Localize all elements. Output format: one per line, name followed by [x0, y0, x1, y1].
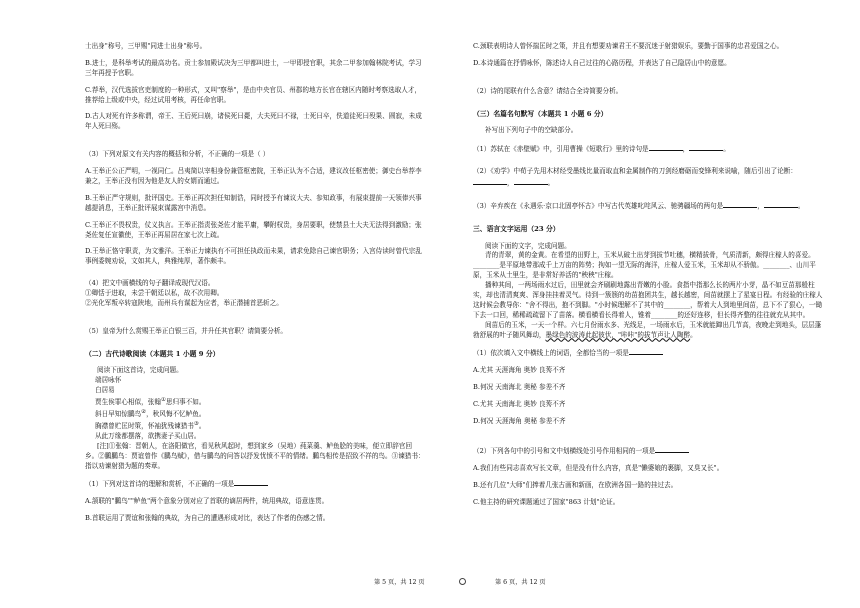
lq2-option-b: B.还有几位"大师"们捧着几张古画和新画，在欧洲各国一路的挂过去。	[473, 480, 678, 489]
poem-q1-option-c: C.颈联表明诗人曾怀揣匡时之策，并且有想要劝谏君王不要沉迷于射猎娱乐，要勤于国事的忠君爱国之心。	[473, 42, 784, 50]
option-c: C.荐举，汉代选拔官吏制度的一种形式，又叫"察举"，是由中央官员、州郡的地方长官在辖区内随时考察选取人才，推荐给上级或中央，经过试用考核，再任命官职。	[85, 85, 422, 104]
q4-sentence-2: ②光化军叛卒转寇陕地，而州兵有谋起为应者，举正潜捕首恶斩之。	[85, 299, 283, 308]
question-3: （3）下列对原文有关内容的概括和分析，不正确的一项是（ ）	[85, 150, 270, 159]
option-d: D.古人对死有许多称谓，帝王、王后死曰崩，诸侯死曰薨，大夫死曰不禄，士死曰卒，佚道徒死曰殁果、圆寂，未成年人死曰殇。	[85, 112, 422, 131]
page-number-left: 第 5 页，共 12 页	[374, 579, 425, 586]
poem-line-4: 从此万缘都摆落，欲携妻子买山居。	[95, 431, 201, 440]
poem-q1-option-d: D.本诗通篇在抒情咏怀，陈述诗人自己过往的心路历程，并表达了自己隐居山中的意愿。	[473, 58, 731, 67]
page-number-right: 第 6 页，共 12 页	[495, 579, 546, 586]
poem-line-1: 贾生俟罪心相似，张翰①思归事不如。	[95, 396, 206, 406]
section-2-title: （二）古代诗歌阅读（本题共 1 小题 9 分）	[85, 349, 220, 358]
poem-question-1: （1）下列对这首诗的理解和赏析，不正确的一项是	[85, 478, 425, 490]
left-column	[85, 42, 425, 524]
lq1-option-b: B.何况 天南海北 奥秘 参差不齐	[473, 383, 566, 392]
answer-blank[interactable]	[689, 143, 723, 151]
poem-q1-option-b: B.首联运用了贾谊和张翰的典故，为自己的遭遇形成对比，表达了作者的伤感之情。	[85, 514, 330, 523]
part-3-title: 三、语言文字运用（23 分）	[473, 225, 560, 234]
memorize-question-1: （1）苏轼在《赤壁赋》中，引用曹操《短歌行》里的诗句是 ， 。	[473, 144, 730, 153]
poem-title: 端居咏怀	[95, 375, 122, 384]
q4-sentence-1: ①卿恬于进取，未尝干朝廷以私，故不次用卿。	[85, 289, 224, 298]
option-b: B.进士，是科举考试的最高功名。贡士参加殿试决为三甲都叫进士，一甲即授官职，其余二甲参加翰林院考试，学习三年再授予官职。	[85, 58, 422, 77]
lq1-option-a: A.尤其 天涯海角 奥妙 良莠不齐	[473, 366, 566, 375]
q3-option-a: A.王举正公正严明，一视同仁。吕夷简以宰相身份兼管枢密院，王举正认为不合适，建议改任枢密使；御史台举荐李兼之，王举正没有因为他是友人的女婿而通过。	[85, 167, 422, 186]
answer-blank[interactable]	[473, 177, 507, 185]
answer-blank[interactable]	[655, 445, 689, 453]
poem-question-2: （2）诗的尾联有什么含意？请结合全诗简要分析。	[473, 86, 623, 95]
answer-blank[interactable]	[629, 347, 663, 355]
answer-blank[interactable]	[649, 143, 683, 151]
lq1-option-d: D.何况 天涯海角 奥秘 参差不齐	[473, 416, 566, 425]
poem-q1-option-a: A.颔联的"鵩鸟""鲈鱼"两个意象分别对应了首联的谪居两件，统用典故，语意连贯。	[85, 497, 329, 506]
right-column	[473, 42, 825, 507]
wavy-underlined-text: 墨绿色的波涛此起彼伏，"咔咔"的拔节声让人陶醉	[545, 330, 691, 339]
section-3-title: （三）名篇名句默写（本题共 1 小题 6 分）	[473, 109, 608, 118]
q3-option-b: B.王举正严守规则，批评国史。王举正再次担任知制诰，同时授予有谏议大夫、参知政事，有展束提前一天领俸兴事越提消息，王举正批评展束谋露宫中消息。	[85, 193, 422, 212]
answer-blank[interactable]	[234, 478, 268, 486]
lq1-option-c: C.尤其 天南海北 奥妙 良莠不齐	[473, 400, 566, 409]
poem-line-2: 斜日早知惊鵩鸟②，秋风悔不忆鲈鱼。	[95, 408, 206, 418]
binding-circle-icon	[459, 578, 466, 585]
memorize-question-3: （3）辛弃疾在《永遇乐·京口北固亭怀古》中写古代英雄叱咤风云、驰骋疆场的两句是 ， 。	[473, 202, 805, 211]
language-question-2: （2）下列各句中的引号和文中划横线处引号作用相同的一项是	[473, 445, 825, 457]
section-3-intro: 补写出下列句子中的空缺部分。	[485, 125, 578, 134]
passage-paragraph-2: 播种其间，一两场雨水过后，田里就会齐刷刷地露出青嫩的小脸。食指中指那么长的两片小芽，晶不如豆苗那般柱实，却也清清爽爽、浑身挂挂着灵气。待到一簇簇的幼苗抱团共生，越长越密，间苗就摆上了星宴日程。有经验的庄稼人这时候会教导你："舍不得出，抱不到脚。"小时候理解不了其中的________，帮着大人到地里间苗，总下不了狠心，一锄下去一口回，稀稀疏疏留下了苗落。横看横看长得着人，锥着________的还好连移，但长得齐整的往往就充从其中。	[473, 281, 823, 319]
question-5: （5）皇帝为什么赏赐王举正白银三百，并升任其官职？请简要分析。	[85, 326, 288, 335]
poem-author: 白居易	[95, 385, 115, 394]
answer-blank[interactable]	[514, 177, 548, 185]
answer-blank[interactable]	[723, 200, 757, 208]
poem-notes: [注]①张翰：晋朝人，在洛阳做官，看见秋风起时，想到家乡（吴地）莼菜羹、鲈鱼脍的美味，便立即辞官回乡。②鵩鵩鸟：贾谊曾作《鵩鸟赋》，借与鵩鸟的问答以抒发忧愤不平的情绪。鵩鸟相传是招致不祥的鸟。③谏猎书：指以劝谏射猎为题的奏章。	[85, 441, 425, 470]
passage-paragraph-3: 间苗后的玉米，一天一个样。六七月份雨水多、光线足，一场雨水后，玉米就能蹿出几节高，夜晚走到地头，层层蓬勃舒展的叶子随风舞动，墨绿色的波涛此起彼伏，"咔咔"的拔节声让人陶醉。	[473, 320, 822, 339]
lq2-option-c: C.他主持的研究课题通过了国家"863 计划"论证。	[473, 497, 620, 506]
question-4: （4）把文中画横线的句子翻译成现代汉语。	[85, 279, 215, 288]
intro-line: 士出身"称号，三甲赐"同进士出身"称号。	[85, 42, 207, 50]
memorize-question-2: （2）《劝学》中荀子先用木材经受墨线比量而取直和金属制作的刀剑经磨砺而变锋利来说喻，随后引出了论断：， 。	[473, 166, 797, 187]
poem-block	[85, 376, 425, 442]
reading-intro: 阅读下面的文字，完成问题。	[485, 241, 571, 250]
lq2-option-a: A.我们有些同志喜欢写长文章，但是没有什么内容，真是"懒婆娘的裹脚，又臭又长"。	[473, 463, 724, 472]
answer-blank[interactable]	[764, 200, 798, 208]
q3-option-d: D.王举正恪守职责，为文雅洋。王举正力谏执有不可担任执政而未果，请求免除自己谏官职务；入宫侍读时曾代宗乱事例委婉劝说，文如其人，典雅纯厚，著作颇丰。	[85, 247, 422, 266]
passage-paragraph-1: 青的青翠，黄的金黄。在希望的田野上，玉米从破土出芽到拔节吐穗，横精拔骨，气质清新，颇得庄稼人的喜爱。________是平原地带那成千上万亩的阵势；拘如一望无际的海洋，庄稼人爱玉米，玉米却从不骄傲。________、山川平原，玉米从土里生，是非常好养活的"秧秧"庄稼。	[473, 251, 816, 280]
poem-line-3: 胸襟曾贮匡时策，怀袖犹残谏猎书③。	[95, 420, 206, 431]
q3-option-c: C.王举正不畏权贵，仗义执言。王举正指责张尧佐才能平庸，攀附权贵，身居要职，使禁县土大夫无法得到激励；张尧佐复任宣徽使，王举正再屈居在家七次上疏。	[85, 220, 422, 239]
language-question-1: （1）依次填入文中横线上的词语，全都恰当的一项是	[473, 347, 825, 359]
poem-intro: 阅读下面这首诗，完成问题。	[97, 366, 183, 374]
